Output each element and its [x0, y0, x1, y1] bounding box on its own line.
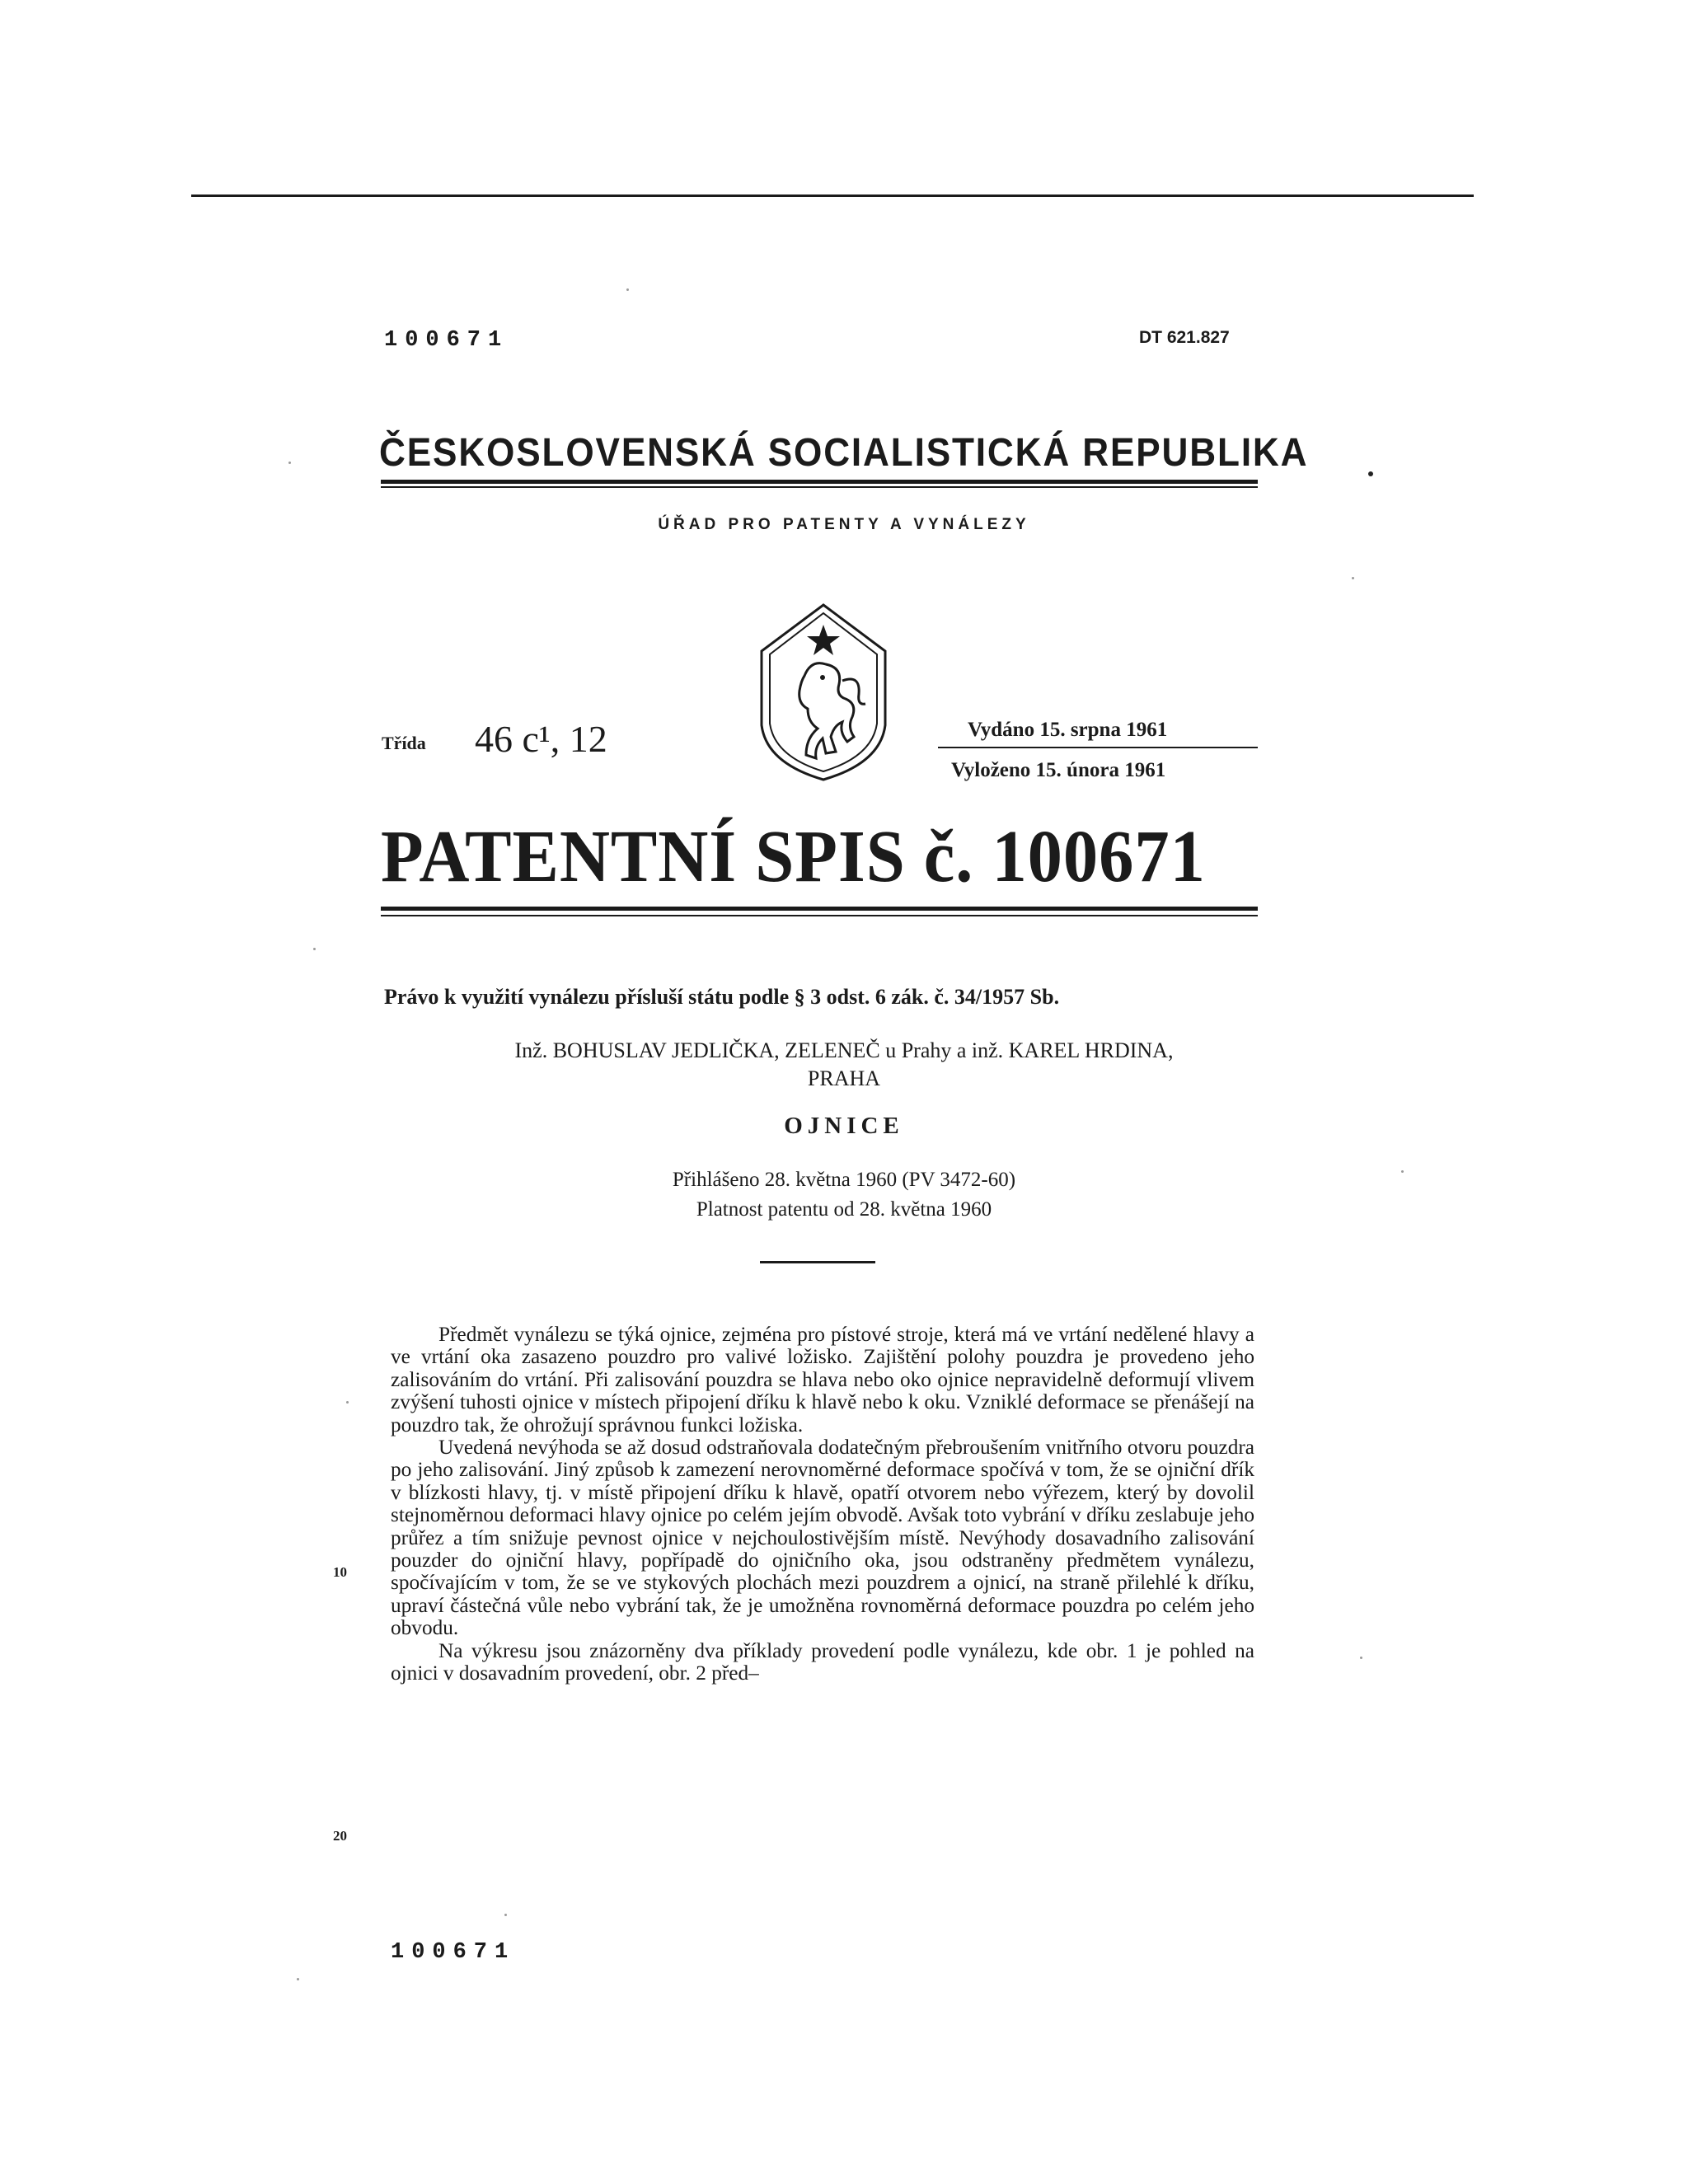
class-value: 46 c¹, 12	[475, 718, 607, 760]
doc-number-top: 100671	[384, 328, 509, 353]
issued-date: Vydáno 15. srpna 1961	[968, 719, 1168, 741]
scan-speck	[288, 462, 291, 464]
inventors-line-2: PRAHA	[807, 1066, 881, 1090]
office-name: ÚŘAD PRO PATENTY A VYNÁLEZY	[658, 516, 1030, 533]
scan-speck	[346, 1401, 349, 1404]
doc-number-bottom: 100671	[391, 1940, 516, 1965]
dt-code: DT 621.827	[1139, 328, 1230, 347]
country-rule	[381, 480, 1258, 484]
filed-line-1: Přihlášeno 28. května 1960 (PV 3472-60)	[672, 1169, 1016, 1191]
top-divider	[191, 194, 1474, 197]
scan-speck	[1360, 1657, 1362, 1659]
title-rule	[381, 907, 1258, 911]
section-separator	[760, 1261, 875, 1263]
inventors	[0, 1037, 1688, 1093]
state-emblem-icon	[757, 602, 890, 783]
filing-info	[0, 1165, 1688, 1225]
inventors-line-1: Inž. BOHUSLAV JEDLIČKA, ZELENEČ u Prahy a inž. KAREL HRDINA,	[514, 1038, 1174, 1062]
scan-speck	[1352, 577, 1354, 579]
scan-speck	[626, 288, 629, 291]
date-rule	[938, 747, 1258, 748]
paragraph-1: Předmět vynálezu se týká ojnice, zejména pro pístové stroje, která má ve vrtání nedělené hlavy a ve vrtání oka zasazeno pouzdro pro valivé ložisko. Zajištění polohy pouzdra je provedeno jeho zalisováním do vrtání. Při zalisování pouzdra se hlava nebo oko ojnice nepravidelně deformují vlivem zvýšení tuhosti ojnice v místech připojení dříku k hlavě nebo k oku. Vzniklé deformace se přenášejí na pouzdro tak, že ohrožují správnou funkci ložiska.	[391, 1323, 1254, 1436]
laid-out-date: Vyloženo 15. února 1961	[951, 759, 1166, 781]
scan-speck	[1368, 471, 1373, 476]
rights-statement: Právo k využití vynálezu přísluší státu podle § 3 odst. 6 zák. č. 34/1957 Sb.	[384, 985, 1060, 1009]
scan-speck	[504, 1914, 507, 1916]
invention-title: OJNICE	[784, 1113, 904, 1139]
filed-line-2: Platnost patentu od 28. května 1960	[696, 1198, 992, 1221]
country-rule-thin	[381, 486, 1258, 488]
paragraph-2: Uvedená nevýhoda se až dosud odstraňovala dodatečným přebroušením vnitřního otvoru pouzdra po jeho zalisování. Jiný způsob k zamezení nerovnoměrné deformace spočívá v tom, že se ojniční dřík v blízkosti hlavy, tj. v místě připojení dříku k hlavě, opatří otvorem nebo výřezem, který by dovolil stejnoměrnou deformaci hlavy ojnice po celém jejím obvodě. Avšak toto vybrání v dříku zeslabuje jeho průřez a tím snižuje pevnost ojnice v nejchoulostivějším místě. Nevýhody dosavadního zalisování pouzder do ojniční hlavy, popřípadě do ojničního oka, jsou odstraněny předmětem vynálezu, spočívajícím v tom, že se ve stykových plochách mezi pouzdrem a ojnicí, na straně přilehlé k dříku, upraví částečná vůle nebo vybrání tak, že je umožněna rovnoměrná deformace pouzdra po celém jeho obvodu.	[391, 1436, 1254, 1640]
title-rule-thin	[381, 915, 1258, 916]
line-number-20: 20	[333, 1828, 347, 1844]
country-heading: ČESKOSLOVENSKÁ SOCIALISTICKÁ REPUBLIKA	[379, 431, 1309, 475]
scan-speck	[297, 1978, 299, 1980]
scan-speck	[1401, 1170, 1404, 1173]
scan-speck	[313, 948, 316, 950]
class-label: Třída	[382, 733, 426, 753]
line-number-10: 10	[333, 1564, 347, 1580]
description-body	[391, 1324, 1254, 1685]
patent-title: PATENTNÍ SPIS č. 100671	[381, 816, 1206, 898]
paragraph-3: Na výkresu jsou znázorněny dva příklady provedení podle vynálezu, kde obr. 1 je pohled na ojnici v dosavadním provedení, obr. 2 před–	[391, 1638, 1254, 1685]
